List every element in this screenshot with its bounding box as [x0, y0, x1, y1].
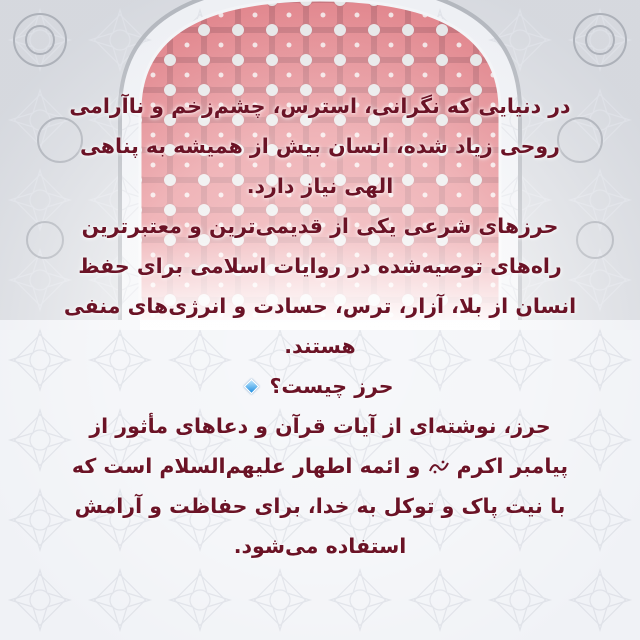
- paragraph3-line1: حرز، نوشته‌ای از آیات قرآن و دعاهای مأثور از: [89, 414, 551, 438]
- paragraph3-line2: [40, 446, 600, 486]
- paragraph2-line2: راه‌های توصیه‌شده در روایات اسلامی برای حفظ: [78, 254, 562, 278]
- paragraph2-line3: انسان از بلا، آزار، ترس، حسادت و انرژی‌های منفی: [63, 294, 577, 318]
- heading-text: حرز چیست؟: [269, 374, 394, 398]
- paragraph1-line1: در دنیایی که نگرانی، استرس، چشم‌زخم و ناآرامی: [69, 94, 571, 118]
- salawat-icon: [428, 459, 450, 475]
- paragraph3-line3: با نیت پاک و توکل به خدا، برای حفاظت و آرامش: [74, 494, 566, 518]
- paragraph2-line1: حرزهای شرعی یکی از قدیمی‌ترین و معتبرترین: [81, 214, 559, 238]
- paragraph3-line2-after: و ائمه اطهار علیهم‌السلام است که: [71, 454, 421, 478]
- paragraph1-line2: روحی زیاد شده، انسان بیش از همیشه به پناهی: [80, 134, 560, 158]
- paragraph3-line4: استفاده می‌شود.: [233, 534, 407, 558]
- paragraph3-line2-before: پیامبر اکرم: [456, 454, 569, 478]
- article-text: [40, 86, 600, 566]
- paragraph1-line3: الهی نیاز دارد.: [246, 174, 394, 198]
- blue-diamond-icon: [244, 378, 260, 394]
- section-heading: [40, 366, 600, 406]
- paragraph2-line4: هستند.: [284, 334, 356, 358]
